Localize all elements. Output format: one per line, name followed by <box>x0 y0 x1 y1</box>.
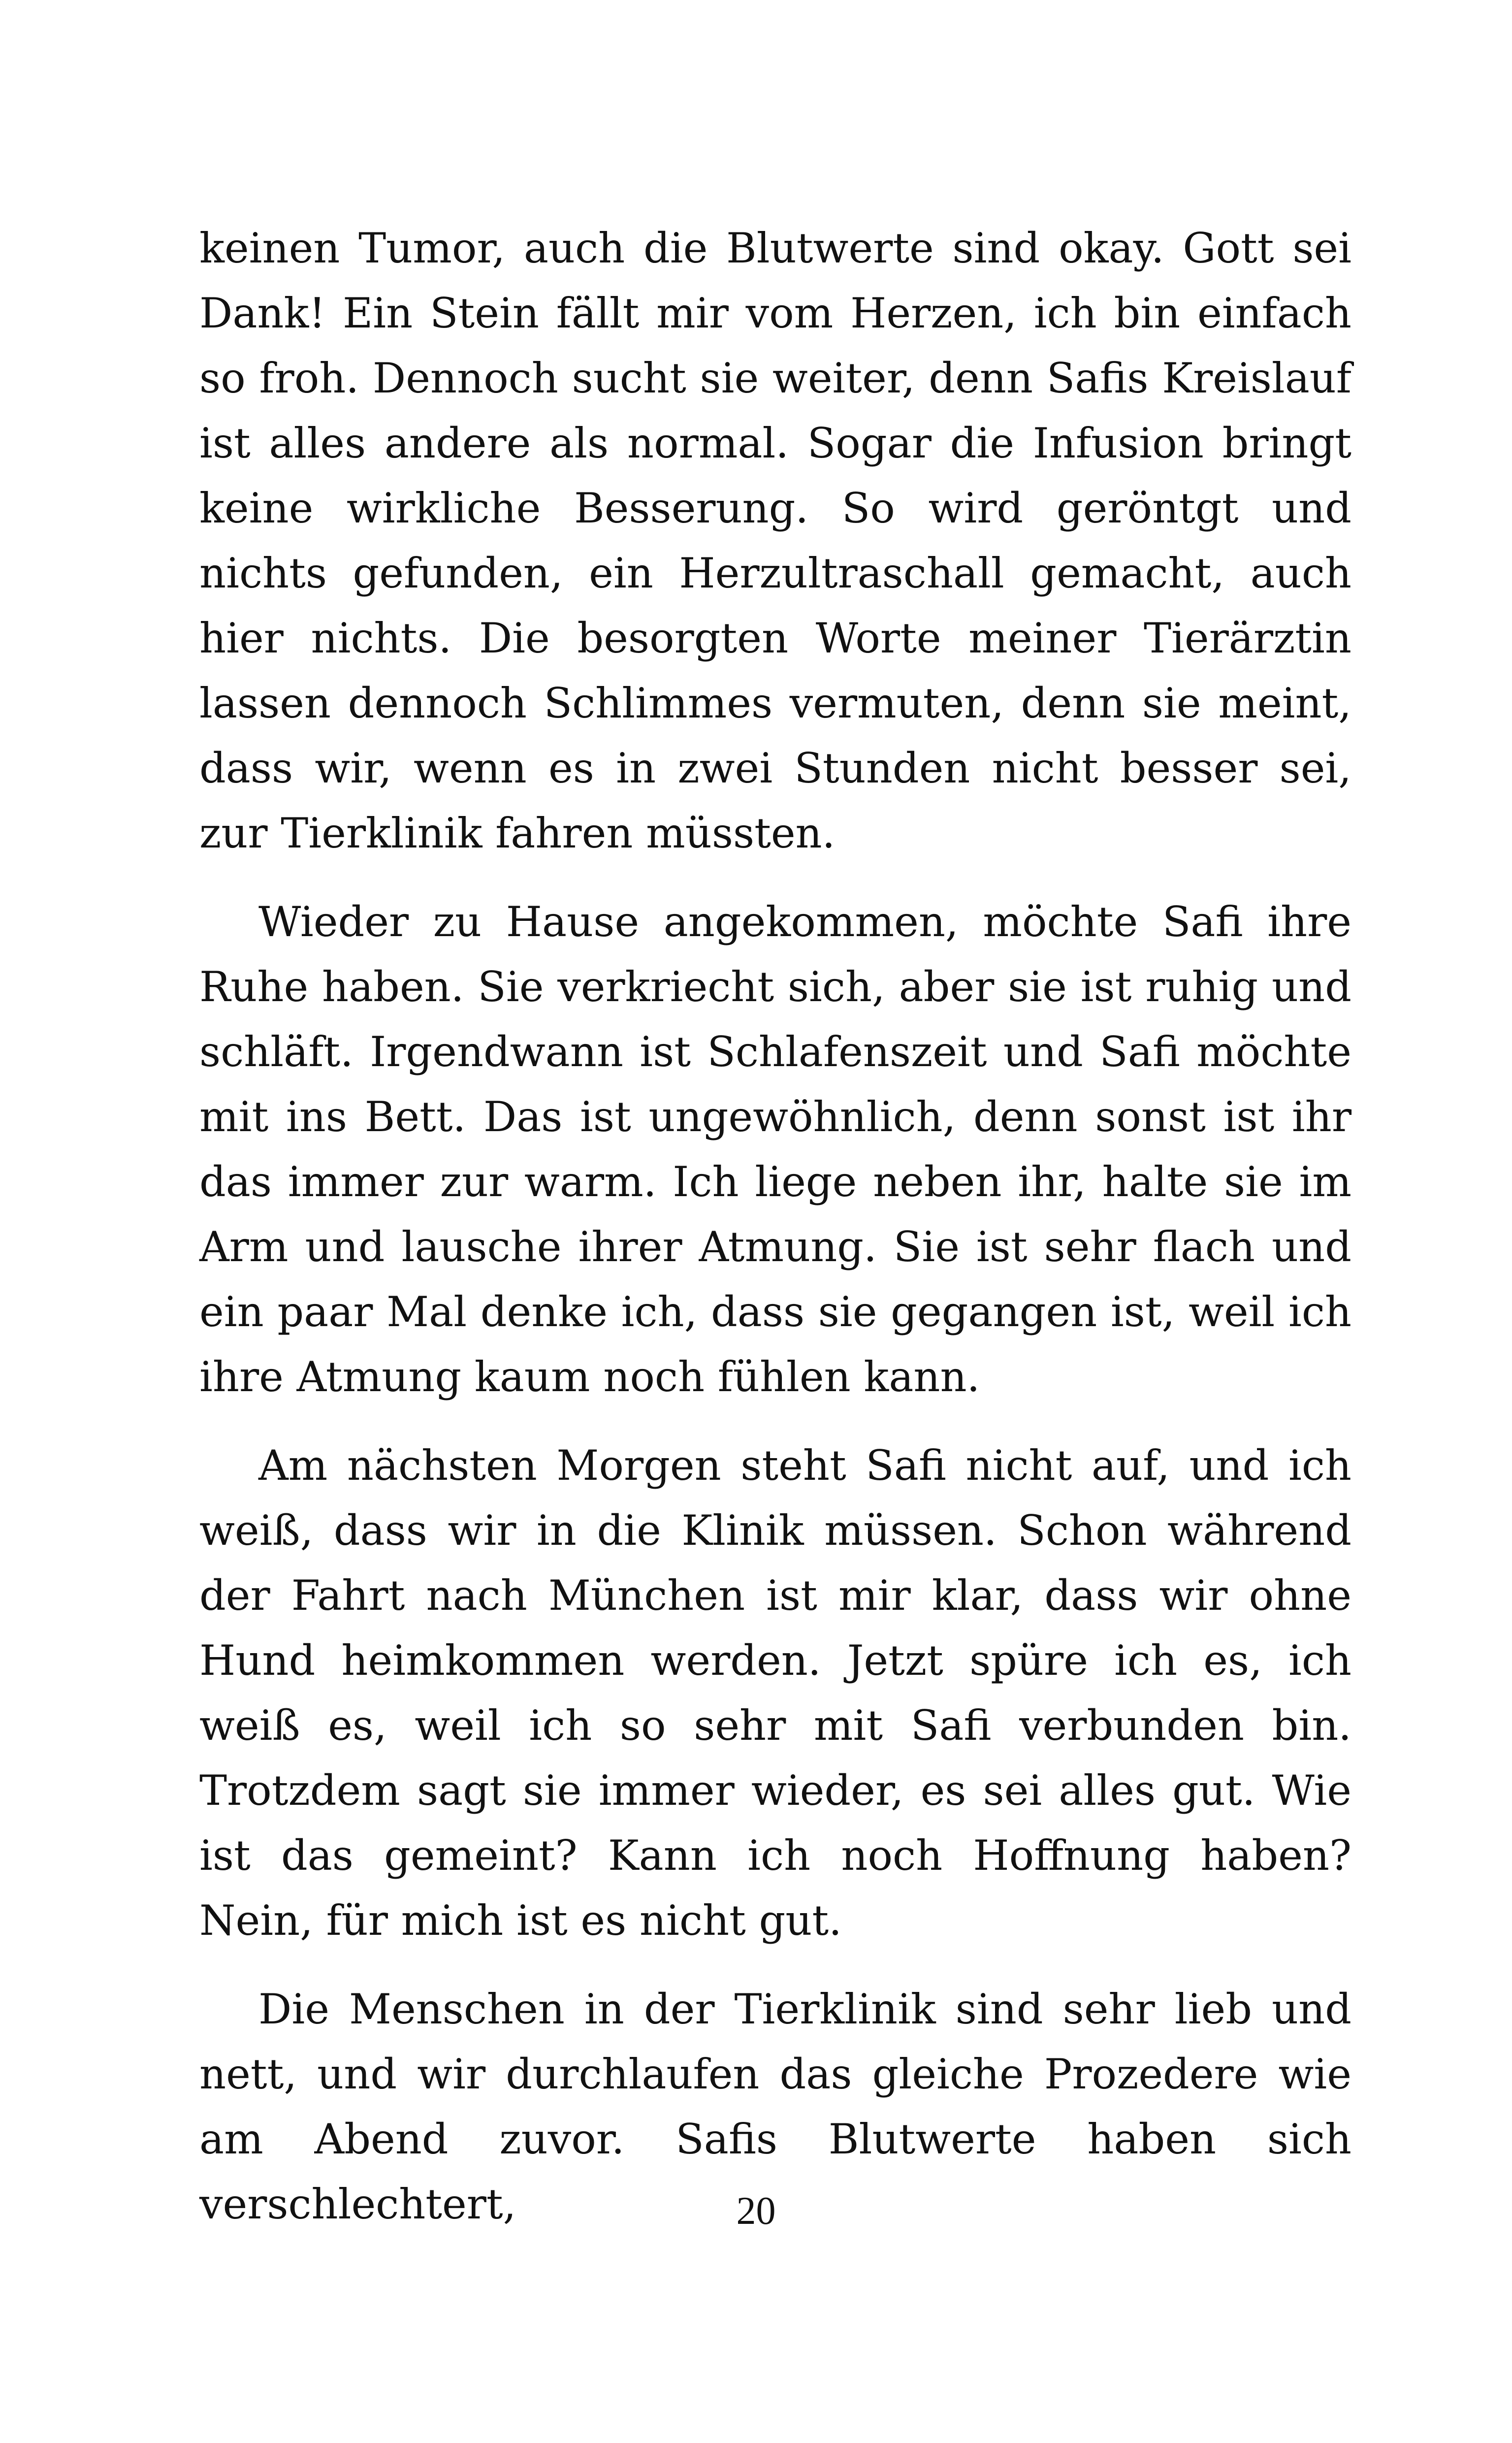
paragraph-3: Am nächsten Morgen steht Safi nicht auf, und ich weiß, dass wir in die Klinik müssen. Schon während der Fahrt nach München ist mir klar, dass wir ohne Hund heimkommen werden. Jetzt spüre ich es, ich weiß es, weil ich so sehr mit Safi verbunden bin. Trotzdem sagt sie immer wieder, es sei alles gut. Wie ist das gemeint? Kann ich noch Hoffnung haben? Nein, für mich ist es nicht gut. <box>199 1441 1351 1945</box>
page-number: 20 <box>736 2189 776 2233</box>
paragraph-2: Wieder zu Hause angekommen, möchte Safi ihre Ruhe haben. Sie verkriecht sich, aber sie ist ruhig und schläft. Irgendwann ist Schlafenszeit und Safi möchte mit ins Bett. Das ist ungewöhnlich, denn sonst ist ihr das immer zur warm. Ich liege neben ihr, halte sie im Arm und lausche ihrer Atmung. Sie ist sehr flach und ein paar Mal denke ich, dass sie gegangen ist, weil ich ihre Atmung kaum noch fühlen kann. <box>199 898 1351 1401</box>
paragraph-4: Die Menschen in der Tierklinik sind sehr lieb und nett, und wir durchlaufen das gleiche Prozedere wie am Abend zuvor. Safis Blutwerte haben sich verschlechtert, <box>199 1985 1351 2228</box>
body-text <box>199 216 1351 2260</box>
paragraph-1: keinen Tumor, auch die Blutwerte sind okay. Gott sei Dank! Ein Stein fällt mir vom Herzen, ich bin einfach so froh. Dennoch sucht sie weiter, denn Safis Kreislauf ist alles andere als normal. Sogar die Infusion bringt keine wirkliche Besserung. So wird geröntgt und nichts gefunden, ein Herzultraschall gemacht, auch hier nichts. Die besorgten Worte meiner Tierärztin lassen dennoch Schlimmes vermuten, denn sie meint, dass wir, wenn es in zwei Stunden nicht besser sei, zur Tierklinik fahren müssten. <box>199 224 1351 857</box>
